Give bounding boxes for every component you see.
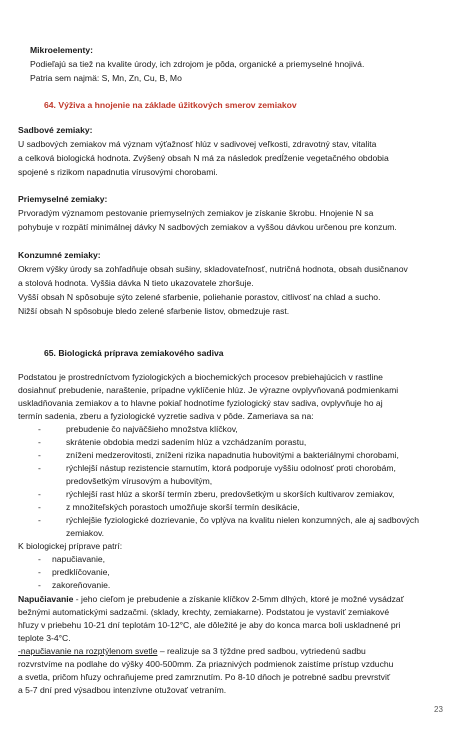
prep-item: zakoreňovanie. [52,580,111,590]
bullet-dash: - [38,580,41,590]
konzumne-line: Nižší obsah N spôsobuje bledo zelené sfarbenie listov, obmedzuje rast. [18,306,290,316]
priemyselne-heading: Priemyselné zemiaky: [18,194,108,204]
bullet-item: rýchlejší rast hlúz a skorší termín zberu, predovšetkým u skorších kultivarov zemiakov, [66,489,395,499]
priemyselne-line: pohybuje v rozpätí minimálnej dávky N sadbových zemiakov a vyššou dávkou určenou pre konzum. [18,222,397,232]
bullet-item-continuation: zemiakov. [66,528,105,538]
bullet-item: rýchlejšie fyziologické dozrievanie, čo vplýva na kvalitu nielen konzumných, ale aj sadbových [66,515,420,525]
bullet-dash: - [38,463,41,473]
sadbove-heading: Sadbové zemiaky: [18,125,93,135]
prep-item: napučiavanie, [52,554,106,564]
section-65-intro-line: termín sadenia, zberu a fyziologické vyzretie sadiva v pôde. Zameriava sa na: [18,411,314,421]
napuciavanie-term: Napučiavanie [18,594,74,604]
konzumne-line: Okrem výšky úrody sa zohľadňuje obsah sušiny, skladovateľnosť, nutričná hodnota, obsah dusičnanov [18,264,408,274]
sadbove-line: U sadbových zemiakov má význam výťažnosť hlúz v sadivovej veľkosti, zdravotný stav, vitalita [18,139,377,149]
sadbove-line: a celková biologická hodnota. Zvýšený obsah N má za následok predĺženie vegetačného obdobia [18,153,389,163]
sadbove-line: spojené s rizikom napadnutia vírusovými chorobami. [18,167,218,177]
bullet-dash: - [38,502,41,512]
mikroelementy-heading: Mikroelementy: [30,45,94,55]
bullet-dash: - [38,554,41,564]
konzumne-line: a stolová hodnota. Vyššia dávka N tieto ukazovatele zhoršuje. [18,278,254,288]
napuciavanie-text: - jeho cieľom je prebudenie a získanie klíčkov 2-5mm dlhých, ktoré je možné vysádzať [73,594,404,604]
rozptylene-text: – realizuje sa 3 týždne pred sadbou, vytriedenú sadbu [157,646,366,656]
napuciavanie-paragraph-line [18,594,404,605]
section-64-title: 64. Výživa a hnojenie na základe úžitkových smerov zemiakov [44,100,297,110]
bullet-dash: - [38,424,41,434]
bullet-dash: - [38,437,41,447]
bullet-dash: - [38,489,41,499]
priemyselne-line: Prvoradým významom pestovanie priemyselných zemiakov je získanie škrobu. Hnojenie N sa [18,208,374,218]
prep-heading: K biologickej príprave patrí: [18,541,123,551]
konzumne-heading: Konzumné zemiaky: [18,250,101,260]
section-65-intro-line: dosiahnuť prebudenie, naraštenie, prípadne vyklíčenie hlúz. Je výrazne ovplyvňovaná podmienkami [18,385,399,395]
rozptylene-line: a svetla, pričom hľuzy ochraňujeme pred zamrznutím. Po 8-10 dňoch je potrebné sadbu prevrstviť [18,672,391,682]
napuciavanie-line: bežnými automatickými sadzačmi. (sklady, krechty, zemiakarne). Podstatou je vystaviť zemiakové [18,607,390,617]
section-65-intro-line: Podstatou je prostredníctvom fyziologických a biochemických procesov prebiehajúcich v rastline [18,372,383,382]
rozptylene-term: -napučiavanie na rozptýlenom svetle [18,646,158,656]
mikroelementy-list: Patria sem najmä: S, Mn, Zn, Cu, B, Mo [30,73,182,83]
bullet-dash: - [38,450,41,460]
bullet-item: skrátenie obdobia medzi sadením hlúz a vzchádzaním porastu, [66,437,307,447]
rozptylene-paragraph-line [18,646,366,657]
napuciavanie-line: hľuzy v priebehu 10-21 dní teplotám 10-12°C, ale dôležité je aby do konca marca boli uskladnené pri [18,620,401,630]
bullet-item-continuation: predovšetkým vírusovým a hubovitým, [66,476,213,486]
section-65-intro-line: uskladňovania zemiakov a to hlavne pokiaľ hodnotíme fyziologický stav sadiva, ovplyvňuje ho aj [18,398,383,408]
konzumne-line: Vyšší obsah N spôsobuje sýto zelené sfarbenie, poliehanie porastov, citlivosť na chlad a sucho. [18,292,381,302]
mikroelementy-text: Podieľajú sa tiež na kvalite úrody, ich zdrojom je pôda, organické a priemyselné hnojivá. [30,59,365,69]
rozptylene-line: a 5-7 dní pred výsadbou intenzívne otužovať vetraním. [18,685,227,695]
bullet-item: zníženi medzerovitosti, zníženi rizika napadnutia hubovitými a bakteriálnymi chorobami, [66,450,399,460]
bullet-item: z množiteľských porastoch umožňuje skorší termín desikácie, [66,502,300,512]
bullet-dash: - [38,515,41,525]
napuciavanie-line: teplote 3-4°C. [18,633,71,643]
bullet-item: prebudenie čo najväčšieho množstva klíčkov, [66,424,238,434]
bullet-dash: - [38,567,41,577]
bullet-item: rýchlejší nástup rezistencie starnutím, ktorá podporuje vyššiu odolnosť proti chorobám, [66,463,396,473]
prep-item: predklíčovanie, [52,567,110,577]
section-65-title: 65. Biologická príprava zemiakového sadiva [44,348,224,358]
rozptylene-line: rozvrstvíme na podlahe do výšky 400-500mm. Za priaznivých podmienok zaistíme prístup vzduchu [18,659,394,669]
page-number: 23 [434,705,443,714]
